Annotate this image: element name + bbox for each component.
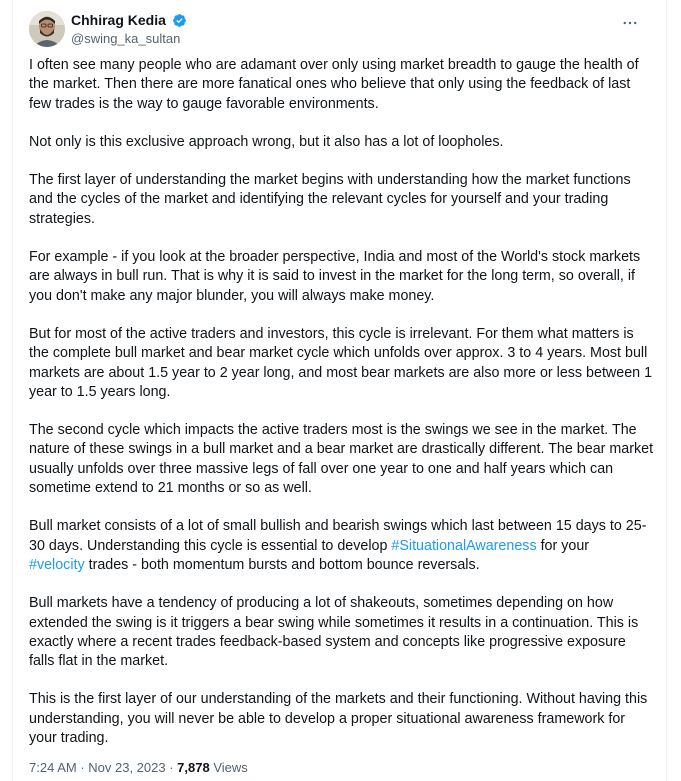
tweet-text-segment: for your <box>536 537 590 554</box>
tweet-text-segment: usually unfolds over three massive legs of fall over one year to one and half years which can <box>29 460 614 477</box>
tweet-card <box>12 0 667 781</box>
tweet-text-segment: the complete bull market and bear market cycle which unfolds over approx. 3 to 4 years. Most bull <box>29 345 648 362</box>
tweet-line <box>29 248 649 267</box>
tweet-line <box>29 287 649 306</box>
tweet-line <box>29 537 649 556</box>
views-count: 7,878 <box>177 760 210 775</box>
tweet-text-segment: nature of these swings in a bull market and a bear market are drastically different. The bear market <box>29 441 654 458</box>
tweet-paragraph <box>29 690 649 748</box>
tweet-text-segment: But for most of the active traders and investors, this cycle is irrelevant. For them what matters is <box>29 325 634 342</box>
tweet-paragraph <box>29 133 649 152</box>
meta-separator: · <box>76 760 89 775</box>
tweet-time[interactable]: 7:24 AM <box>29 760 77 775</box>
tweet-line <box>29 171 649 190</box>
tweet-paragraph <box>29 594 649 671</box>
tweet-line <box>29 75 649 94</box>
tweet-line <box>29 344 649 363</box>
tweet-paragraph <box>29 421 654 498</box>
tweet-line <box>29 594 649 613</box>
tweet-line <box>29 421 649 440</box>
tweet-line <box>29 652 649 671</box>
tweet-text-segment: are always in bull run. That is why it is said to invest in the market for the long term, so overall, if <box>29 268 636 285</box>
tweet-text-segment: markets are about 1.5 year to 2 year long, and most bear markets are also more or less between 1 <box>29 364 653 381</box>
tweet-line <box>29 710 649 729</box>
meta-separator-2: · <box>165 760 178 775</box>
tweet-text-segment: sometime extend to 21 months or so as well. <box>29 480 312 497</box>
tweet-line <box>29 614 649 633</box>
tweet-text-segment: understanding, you will never be able to develop a proper situational awareness framework for <box>29 710 626 727</box>
tweet-text-segment: This is the first layer of our understanding of the markets and their functioning. Without having this <box>29 691 648 708</box>
tweet-line <box>29 517 649 536</box>
tweet-line <box>29 56 649 75</box>
tweet-text-segment: Bull market consists of a lot of small bullish and bearish swings which last between 15 days to 25- <box>29 518 647 535</box>
tweet-text-segment: The second cycle which impacts the active traders most is the swings we see in the market. The <box>29 422 637 439</box>
tweet-paragraph <box>29 248 649 306</box>
hashtag-link[interactable]: #SituationalAwareness <box>391 537 537 554</box>
tweet-line <box>29 210 649 229</box>
verified-badge-icon <box>172 13 187 28</box>
tweet-text-segment: exactly where a recent trades feedback-based system and concepts like progressive exposure <box>29 633 626 650</box>
tweet-date[interactable]: Nov 23, 2023 <box>88 760 166 775</box>
tweet-text-segment: strategies. <box>29 210 95 227</box>
tweet-line <box>29 190 649 209</box>
tweet-text-segment: The first layer of understanding the market begins with understanding how the market functions <box>29 172 631 189</box>
tweet-text-segment: year to 1.5 years long. <box>29 383 171 400</box>
tweet-line <box>29 325 649 344</box>
views-label: Views <box>209 760 248 775</box>
tweet-line <box>29 460 649 479</box>
tweet-line <box>29 633 649 652</box>
tweet-line <box>29 383 649 402</box>
tweet-line <box>29 95 649 114</box>
tweet-paragraph <box>29 325 653 402</box>
tweet-line <box>29 267 649 286</box>
author-handle[interactable]: @swing_ka_sultan <box>71 31 181 46</box>
tweet-paragraph <box>29 517 649 575</box>
tweet-text-segment: For example - if you look at the broader perspective, India and most of the World's stock markets <box>29 249 641 266</box>
tweet-line <box>29 690 649 709</box>
tweet-paragraph <box>29 56 649 114</box>
tweet-text-segment: falls flat in the market. <box>29 653 169 670</box>
tweet-text-segment: Bull markets have a tendency of producing a lot of shakeouts, sometimes depending on how <box>29 595 614 612</box>
tweet-paragraph <box>29 171 649 229</box>
avatar[interactable] <box>29 11 65 47</box>
tweet-text <box>29 56 654 767</box>
tweet-line <box>29 133 649 152</box>
hashtag-link[interactable]: #velocity <box>29 556 85 573</box>
tweet-line <box>29 556 649 575</box>
tweet-text-segment: 30 days. Understanding this cycle is essential to develop <box>29 537 392 554</box>
tweet-text-segment: trades - both momentum bursts and bottom bounce reversals. <box>84 556 480 573</box>
tweet-line <box>29 479 649 498</box>
more-horizontal-icon[interactable] <box>620 13 640 33</box>
tweet-text-segment: few trades is the way to gauge favorable environments. <box>29 95 379 112</box>
author-display-name[interactable]: Chhirag Kedia <box>71 12 166 29</box>
tweet-header <box>29 11 650 47</box>
tweet-text-segment: your trading. <box>29 730 109 747</box>
tweet-meta <box>29 760 248 776</box>
tweet-text-segment: extended the swing is it triggers a bear swing while sometimes it results in a continuation. This is <box>29 614 639 631</box>
tweet-line <box>29 364 653 383</box>
author-names <box>71 12 187 47</box>
tweet-text-segment: you don't make any major blunder, you will always make money. <box>29 287 435 304</box>
tweet-line <box>29 729 649 748</box>
tweet-text-segment: the market. Then there are more fanatical ones who believe that only using the feedback of last <box>29 76 631 93</box>
tweet-text-segment: and the cycles of the market and identifying the relevant cycles for yourself and your trading <box>29 191 609 208</box>
tweet-text-segment: Not only is this exclusive approach wrong, but it also has a lot of loopholes. <box>29 133 504 150</box>
tweet-line <box>29 440 654 459</box>
tweet-text-segment: I often see many people who are adamant over only using market breadth to gauge the health of <box>29 57 639 73</box>
